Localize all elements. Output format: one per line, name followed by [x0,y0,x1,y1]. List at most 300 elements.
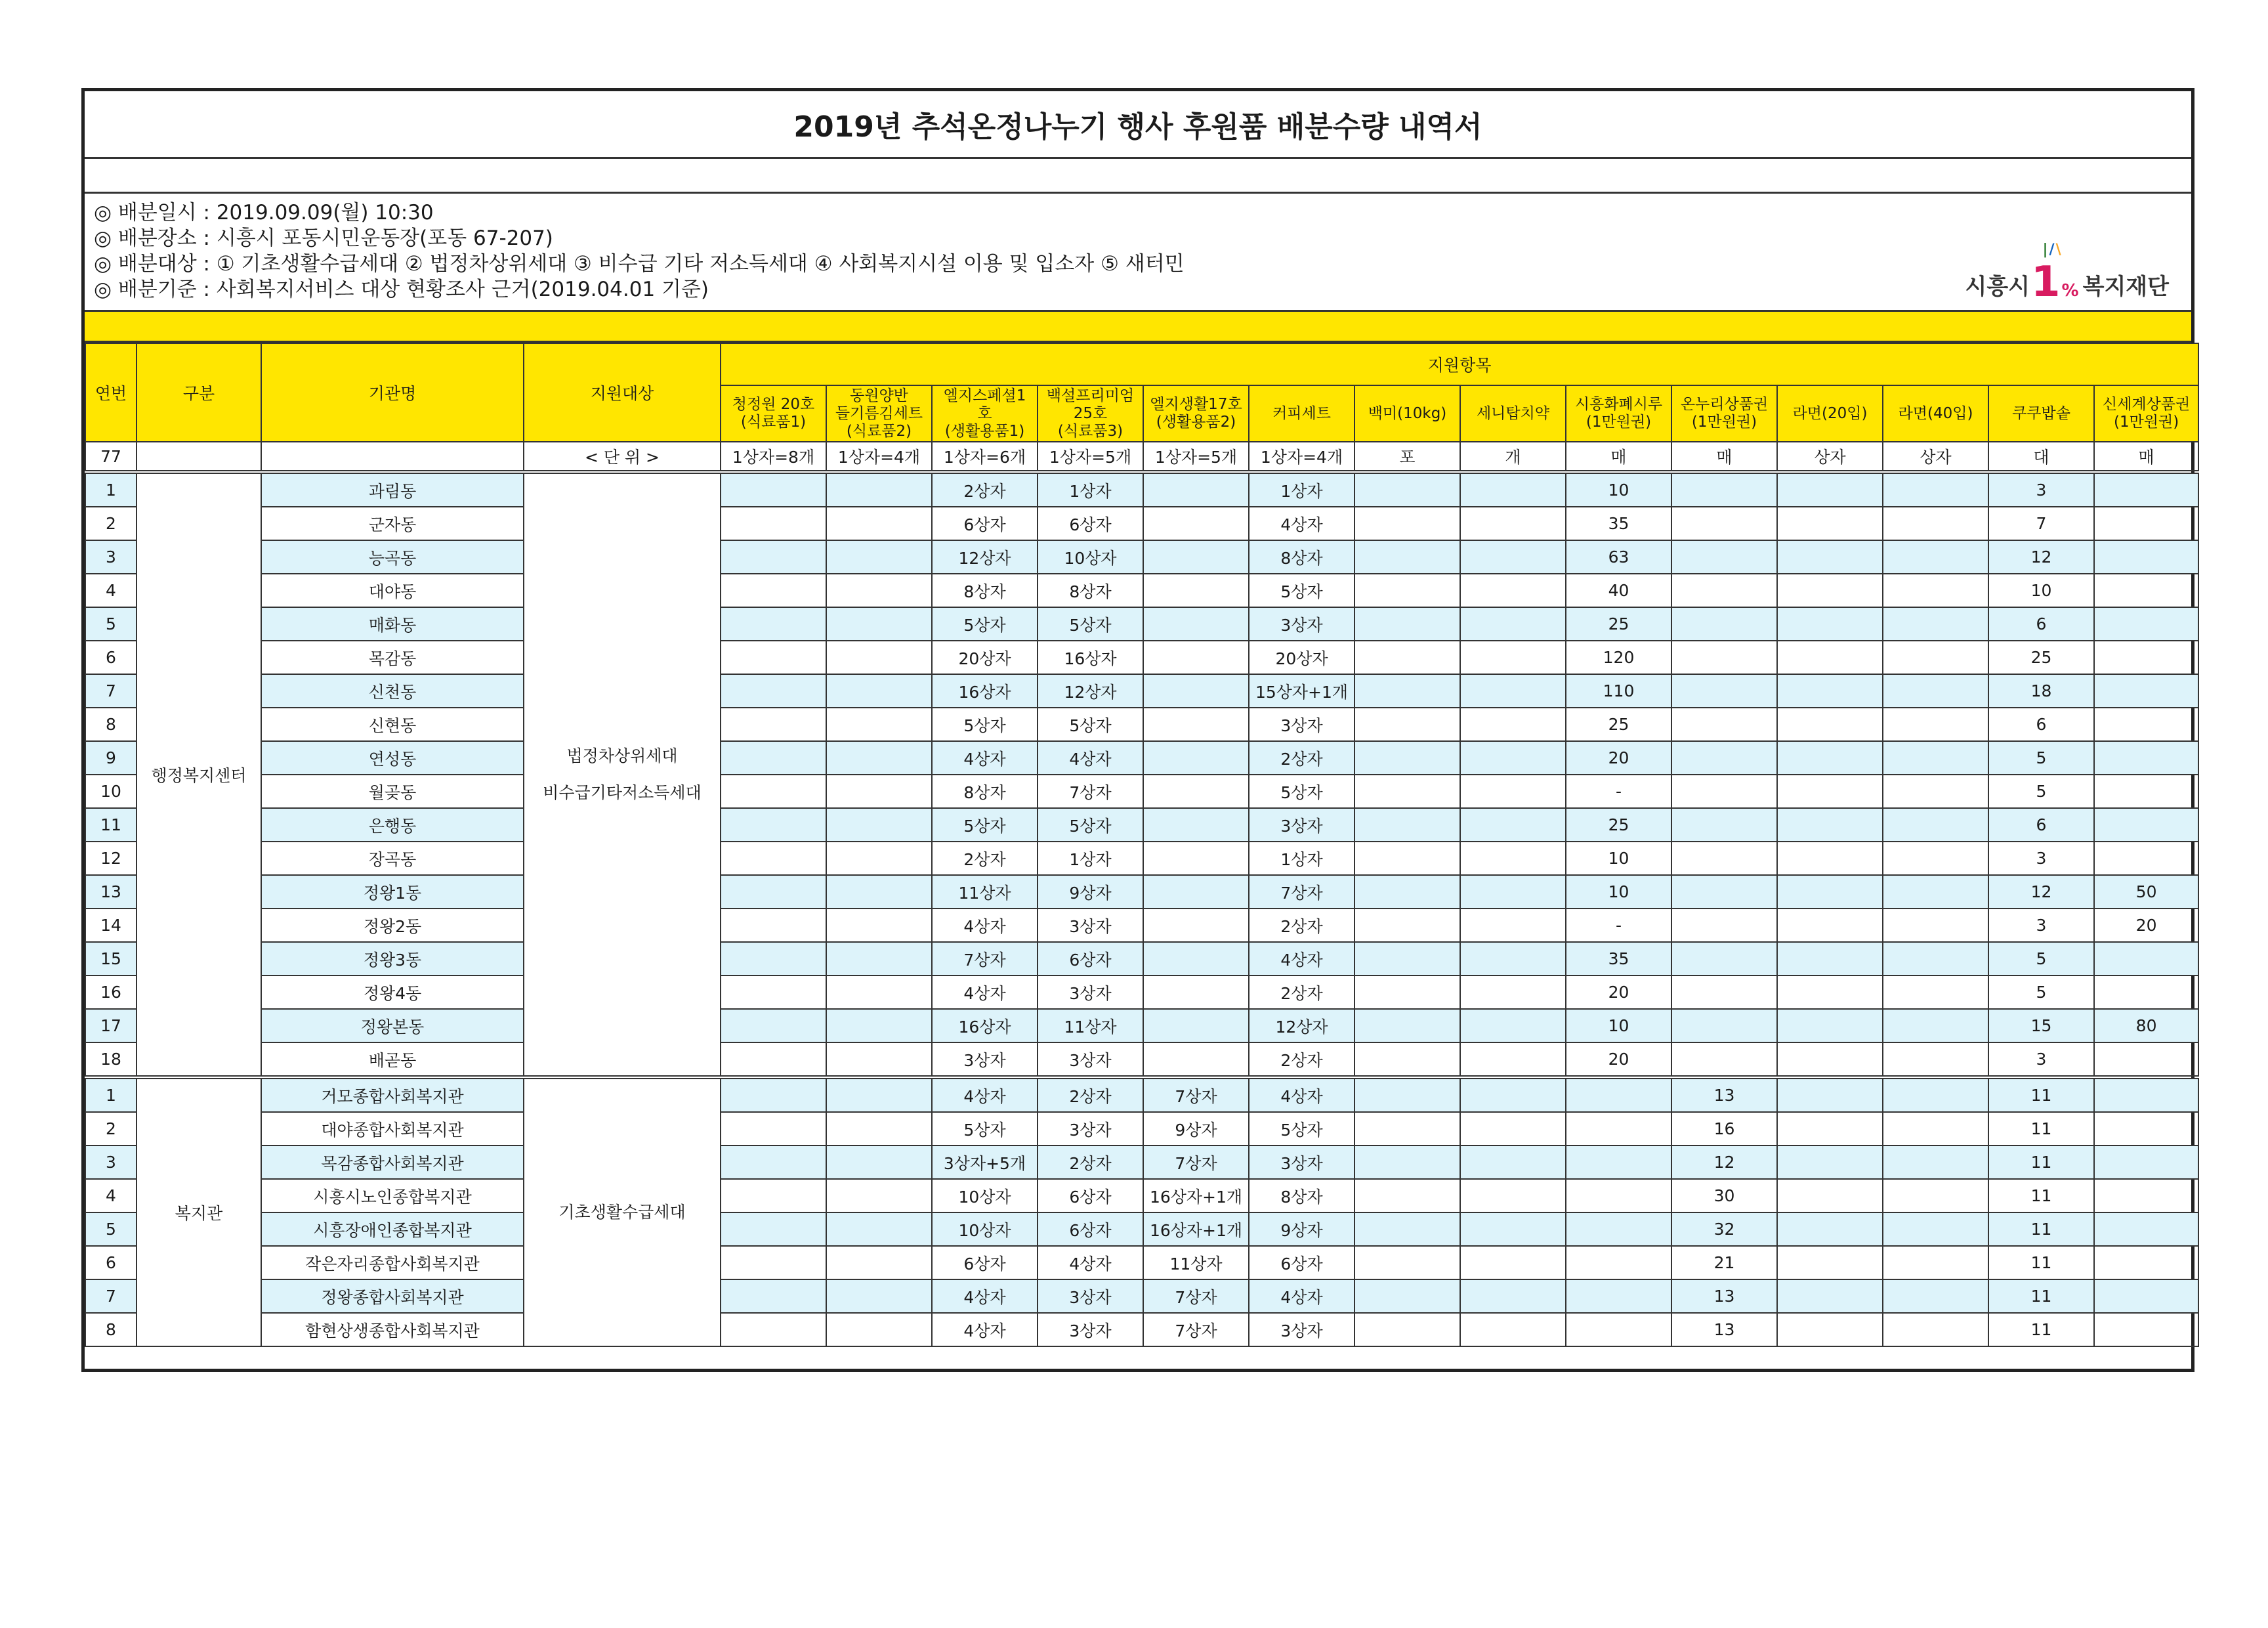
quantity-cell: 11 [1988,1146,2094,1179]
group-target [524,1077,721,1346]
col-header-item: 신세계상품권 (1만원권) [2094,385,2198,442]
quantity-cell [826,1112,932,1146]
quantity-cell [1883,1212,1988,1246]
quantity-cell [2094,1246,2198,1279]
table-row [85,507,2198,540]
quantity-cell [1671,641,1777,674]
table-row [85,607,2198,641]
quantity-cell [721,1112,826,1146]
quantity-cell: 12 [1988,875,2094,909]
quantity-cell [1460,1042,1566,1077]
quantity-cell [1777,1077,1883,1112]
table-row [85,1246,2198,1279]
quantity-cell: 15상자+1개 [1249,674,1354,708]
row-number: 8 [85,708,136,741]
col-header-item: 청정원 20호 (식료품1) [721,385,826,442]
quantity-cell [1883,540,1988,574]
quantity-cell [1777,741,1883,775]
col-header-item: 백설프리미엄 25호 (식료품3) [1038,385,1143,442]
quantity-cell [1883,909,1988,942]
table-row [85,942,2198,975]
org-name: 배곧동 [261,1042,524,1077]
quantity-cell: 3상자 [1249,1146,1354,1179]
quantity-cell: 4상자 [1038,1246,1143,1279]
quantity-cell [1671,975,1777,1009]
quantity-cell [1143,741,1249,775]
col-header-no: 연번 [85,343,136,442]
quantity-cell: 11 [1988,1112,2094,1146]
quantity-cell [826,674,932,708]
org-name: 시흥장애인종합복지관 [261,1212,524,1246]
quantity-cell [1777,674,1883,708]
table-row [85,1009,2198,1042]
quantity-cell [826,909,932,942]
quantity-cell: 5상자 [1249,1112,1354,1146]
quantity-cell: 5상자 [1249,574,1354,607]
quantity-cell: 6 [1988,607,2094,641]
quantity-cell: 11상자 [1038,1009,1143,1042]
quantity-cell [1354,1179,1460,1212]
quantity-cell: 6상자 [1038,507,1143,540]
quantity-cell [1460,1246,1566,1279]
quantity-cell: 25 [1566,607,1671,641]
col-header-items-group: 지원항목 [721,343,2198,385]
group-category: 행정복지센터 [136,472,261,1077]
quantity-cell: 80 [2094,1009,2198,1042]
quantity-cell: 11 [1988,1077,2094,1112]
org-name: 정왕1동 [261,875,524,909]
row-number: 8 [85,1313,136,1346]
group-category: 복지관 [136,1077,261,1346]
quantity-cell [1777,507,1883,540]
quantity-cell [721,708,826,741]
quantity-cell: 13 [1671,1279,1777,1313]
quantity-cell [1883,1146,1988,1179]
quantity-cell: 11 [1988,1313,2094,1346]
distribution-table [85,343,2199,1347]
quantity-cell [1883,674,1988,708]
quantity-cell [1883,507,1988,540]
quantity-cell [1354,909,1460,942]
quantity-cell: 120 [1566,641,1671,674]
quantity-cell [1671,674,1777,708]
col-header-item: 라면(20입) [1777,385,1883,442]
org-name: 정왕종합사회복지관 [261,1279,524,1313]
quantity-cell [826,708,932,741]
quantity-cell [1671,540,1777,574]
quantity-cell: 13 [1671,1077,1777,1112]
col-header-category: 구분 [136,343,261,442]
quantity-cell: 4상자 [932,1077,1038,1112]
quantity-cell [1354,708,1460,741]
org-name: 연성동 [261,741,524,775]
foundation-logo [1965,242,2169,307]
quantity-cell [721,775,826,808]
quantity-cell [1460,574,1566,607]
quantity-cell [721,674,826,708]
row-number: 2 [85,1112,136,1146]
quantity-cell [1354,1042,1460,1077]
quantity-cell [1671,775,1777,808]
quantity-cell: 4상자 [932,975,1038,1009]
quantity-cell: 4상자 [1249,1077,1354,1112]
row-number: 5 [85,1212,136,1246]
quantity-cell [1143,975,1249,1009]
quantity-cell: 63 [1566,540,1671,574]
org-name: 대야종합사회복지관 [261,1112,524,1146]
quantity-cell [1460,875,1566,909]
org-name: 군자동 [261,507,524,540]
quantity-cell: - [1566,775,1671,808]
quantity-cell [1143,909,1249,942]
quantity-cell [1460,472,1566,507]
quantity-cell [1460,842,1566,875]
quantity-cell: 16상자+1개 [1143,1212,1249,1246]
quantity-cell [2094,1179,2198,1212]
quantity-cell [1354,1112,1460,1146]
unit-cell: 매 [1671,442,1777,472]
quantity-cell [721,574,826,607]
group-target [524,472,721,1077]
org-name: 신천동 [261,674,524,708]
quantity-cell [2094,540,2198,574]
quantity-cell: 4상자 [1249,507,1354,540]
table-row [85,1279,2198,1313]
quantity-cell: 6 [1988,808,2094,842]
quantity-cell [1883,942,1988,975]
quantity-cell [1143,775,1249,808]
quantity-cell [1354,1212,1460,1246]
org-name: 신현동 [261,708,524,741]
quantity-cell [826,975,932,1009]
org-name: 시흥시노인종합복지관 [261,1179,524,1212]
quantity-cell [2094,808,2198,842]
quantity-cell [721,909,826,942]
quantity-cell [826,1179,932,1212]
quantity-cell [1354,808,1460,842]
quantity-cell: 2상자 [1249,909,1354,942]
quantity-cell [1777,1313,1883,1346]
quantity-cell [1460,741,1566,775]
quantity-cell: 7 [1988,507,2094,540]
quantity-cell [1883,641,1988,674]
table-row [85,1313,2198,1346]
quantity-cell [1460,607,1566,641]
quantity-cell [2094,741,2198,775]
quantity-cell: 4상자 [932,909,1038,942]
quantity-cell [1883,808,1988,842]
quantity-cell [1143,842,1249,875]
quantity-cell: 10 [1566,842,1671,875]
quantity-cell [1143,507,1249,540]
quantity-cell: 1상자 [1249,842,1354,875]
quantity-cell [1354,472,1460,507]
quantity-cell: 6상자 [1038,1179,1143,1212]
quantity-cell: 3 [1988,909,2094,942]
quantity-cell [826,1279,932,1313]
org-name: 함현상생종합사회복지관 [261,1313,524,1346]
quantity-cell [826,842,932,875]
quantity-cell: 3상자 [1249,1313,1354,1346]
quantity-cell [1883,975,1988,1009]
info-block [85,194,2191,312]
col-header-item: 라면(40입) [1883,385,1988,442]
quantity-cell: 9상자 [1143,1112,1249,1146]
quantity-cell: 50 [2094,875,2198,909]
quantity-cell: 2상자 [932,842,1038,875]
quantity-cell [1883,741,1988,775]
unit-cell: 포 [1354,442,1460,472]
row-number: 17 [85,1009,136,1042]
quantity-cell: 4상자 [932,1313,1038,1346]
unit-cell: 개 [1460,442,1566,472]
quantity-cell: 25 [1566,808,1671,842]
quantity-cell [1566,1146,1671,1179]
quantity-cell: 5 [1988,741,2094,775]
quantity-cell [1354,641,1460,674]
unit-cell: 1상자=6개 [932,442,1038,472]
quantity-cell: 5상자 [1038,708,1143,741]
quantity-cell [1777,708,1883,741]
logo-rays-icon: |/\ [2042,242,2063,258]
quantity-cell: 4상자 [1038,741,1143,775]
quantity-cell: 11상자 [1143,1246,1249,1279]
quantity-cell [826,1009,932,1042]
quantity-cell [1777,1009,1883,1042]
quantity-cell [1883,1042,1988,1077]
quantity-cell [826,808,932,842]
quantity-cell [1143,875,1249,909]
org-name: 정왕2동 [261,909,524,942]
quantity-cell [1777,1246,1883,1279]
table-row [85,574,2198,607]
quantity-cell: 20 [2094,909,2198,942]
quantity-cell: 20상자 [932,641,1038,674]
quantity-cell [1777,641,1883,674]
quantity-cell [1354,574,1460,607]
unit-cell: 1상자=8개 [721,442,826,472]
quantity-cell [1566,1179,1671,1212]
quantity-cell: 3 [1988,1042,2094,1077]
quantity-cell: 16상자 [932,1009,1038,1042]
quantity-cell [2094,641,2198,674]
quantity-cell [1777,607,1883,641]
quantity-cell: 7상자 [1249,875,1354,909]
row-number: 14 [85,909,136,942]
table-row [85,1146,2198,1179]
quantity-cell: 3상자 [1038,1112,1143,1146]
quantity-cell [1777,472,1883,507]
quantity-cell: 5상자 [932,808,1038,842]
quantity-cell [826,775,932,808]
row-number: 3 [85,540,136,574]
quantity-cell: 25 [1566,708,1671,741]
quantity-cell [1566,1313,1671,1346]
quantity-cell [721,1077,826,1112]
table-row [85,909,2198,942]
quantity-cell [1777,775,1883,808]
quantity-cell: 5상자 [1038,808,1143,842]
unit-row-label: < 단 위 > [524,442,721,472]
quantity-cell [1566,1246,1671,1279]
quantity-cell [2094,1042,2198,1077]
unit-row-no: 77 [85,442,136,472]
quantity-cell: 5상자 [1038,607,1143,641]
quantity-cell [2094,674,2198,708]
quantity-cell: 1상자 [1038,472,1143,507]
quantity-cell: 3상자+5개 [932,1146,1038,1179]
quantity-cell [721,1279,826,1313]
quantity-cell [721,1042,826,1077]
org-name: 능곡동 [261,540,524,574]
quantity-cell: 5 [1988,775,2094,808]
quantity-cell [1671,741,1777,775]
col-header-org: 기관명 [261,343,524,442]
quantity-cell [826,1246,932,1279]
quantity-cell: 3 [1988,472,2094,507]
org-name: 장곡동 [261,842,524,875]
quantity-cell [1460,1077,1566,1112]
quantity-cell [2094,1112,2198,1146]
org-name: 매화동 [261,607,524,641]
quantity-cell [1354,1246,1460,1279]
quantity-cell: 5상자 [932,607,1038,641]
quantity-cell: 16상자 [932,674,1038,708]
quantity-cell: 11 [1988,1212,2094,1246]
org-name: 은행동 [261,808,524,842]
quantity-cell: 20 [1566,1042,1671,1077]
quantity-cell: 5 [1988,942,2094,975]
quantity-cell: 16상자+1개 [1143,1179,1249,1212]
row-number: 16 [85,975,136,1009]
org-name: 정왕본동 [261,1009,524,1042]
quantity-cell [826,540,932,574]
quantity-cell [1883,842,1988,875]
quantity-cell: 2상자 [1038,1146,1143,1179]
quantity-cell [1460,1112,1566,1146]
quantity-cell [1883,1246,1988,1279]
quantity-cell: 12상자 [932,540,1038,574]
unit-cell: 1상자=5개 [1038,442,1143,472]
quantity-cell [1354,1146,1460,1179]
table-row [85,540,2198,574]
col-header-item: 온누리상품권 (1만원권) [1671,385,1777,442]
spacer-row [85,159,2191,194]
quantity-cell: 6 [1988,708,2094,741]
quantity-cell [1354,1313,1460,1346]
quantity-cell [1883,607,1988,641]
quantity-cell [1460,1313,1566,1346]
quantity-cell [1354,775,1460,808]
quantity-cell: 3상자 [1038,1279,1143,1313]
quantity-cell [2094,942,2198,975]
quantity-cell [826,741,932,775]
row-number: 9 [85,741,136,775]
quantity-cell [1883,1179,1988,1212]
row-number: 5 [85,607,136,641]
logo-suffix: 복지재단 [2082,274,2169,300]
quantity-cell [1883,1279,1988,1313]
quantity-cell [2094,472,2198,507]
quantity-cell: 13 [1671,1313,1777,1346]
quantity-cell: 7상자 [1143,1077,1249,1112]
quantity-cell [1671,1042,1777,1077]
quantity-cell: 11 [1988,1179,2094,1212]
quantity-cell [1143,607,1249,641]
quantity-cell: 20 [1566,975,1671,1009]
quantity-cell: 3 [1988,842,2094,875]
quantity-cell: 2상자 [932,472,1038,507]
quantity-cell [1143,641,1249,674]
quantity-cell [1143,1042,1249,1077]
quantity-cell [1460,1212,1566,1246]
quantity-cell [1460,1146,1566,1179]
col-header-item: 백미(10kg) [1354,385,1460,442]
quantity-cell: 7상자 [1143,1313,1249,1346]
table-row [85,641,2198,674]
quantity-cell: 11상자 [932,875,1038,909]
col-header-item: 커피세트 [1249,385,1354,442]
quantity-cell: 5 [1988,975,2094,1009]
quantity-cell: 20상자 [1249,641,1354,674]
row-number: 7 [85,1279,136,1313]
target-line: 기초생활수급세대 [558,1203,686,1222]
quantity-cell [1354,875,1460,909]
quantity-cell [721,741,826,775]
row-number: 18 [85,1042,136,1077]
table-row [85,472,2198,507]
org-name: 과림동 [261,472,524,507]
unit-cell: 상자 [1777,442,1883,472]
quantity-cell: 3상자 [1038,975,1143,1009]
quantity-cell [1883,1112,1988,1146]
quantity-cell: 3상자 [1249,607,1354,641]
row-number: 15 [85,942,136,975]
quantity-cell [1777,808,1883,842]
quantity-cell [1143,808,1249,842]
row-number: 4 [85,1179,136,1212]
col-header-target: 지원대상 [524,343,721,442]
logo-one: 1 [2031,258,2061,307]
info-place: ◎ 배분장소 : 시흥시 포동시민운동장(포동 67-207) [94,226,553,250]
quantity-cell [1671,607,1777,641]
quantity-cell [1460,540,1566,574]
quantity-cell [826,875,932,909]
quantity-cell [1777,540,1883,574]
quantity-cell [826,1212,932,1246]
quantity-cell: 4상자 [1249,942,1354,975]
quantity-cell: 7상자 [1038,775,1143,808]
table-row [85,842,2198,875]
quantity-cell [1460,808,1566,842]
quantity-cell [826,1042,932,1077]
quantity-cell [1883,1009,1988,1042]
quantity-cell: 10 [1566,875,1671,909]
col-header-item: 엘지생활17호 (생활용품2) [1143,385,1249,442]
quantity-cell [1671,909,1777,942]
quantity-cell [1354,975,1460,1009]
quantity-cell [1777,574,1883,607]
quantity-cell: 3상자 [1249,708,1354,741]
quantity-cell [1143,540,1249,574]
quantity-cell [1777,1146,1883,1179]
quantity-cell [1566,1112,1671,1146]
quantity-cell [1354,1009,1460,1042]
info-date: ◎ 배분일시 : 2019.09.09(월) 10:30 [94,201,434,225]
quantity-cell [1671,875,1777,909]
quantity-cell [1143,674,1249,708]
quantity-cell: 12상자 [1038,674,1143,708]
